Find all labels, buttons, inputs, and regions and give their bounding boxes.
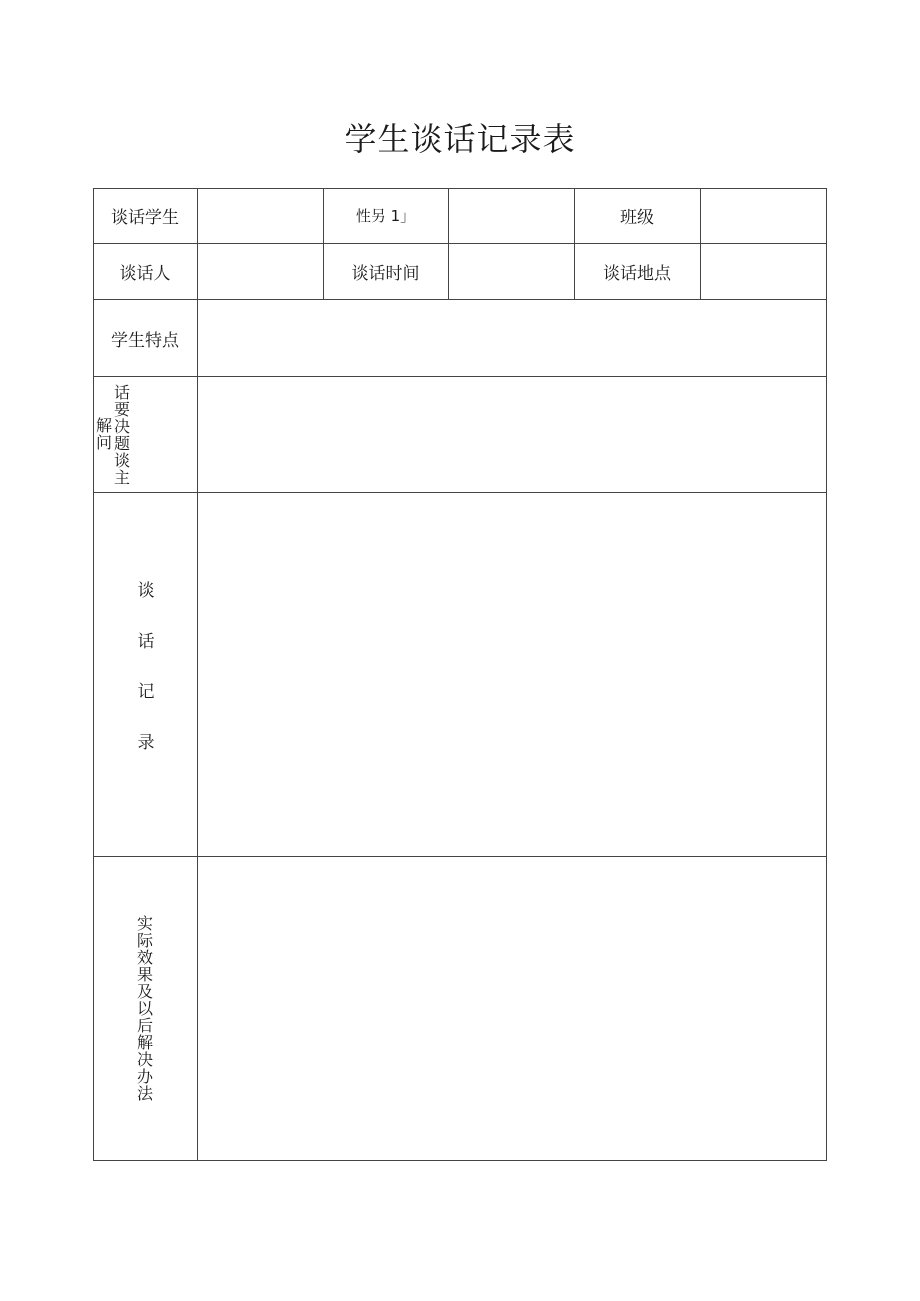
time-label: 谈话时间 xyxy=(351,264,420,284)
record-label-char: 录 xyxy=(137,733,155,753)
class-field[interactable] xyxy=(701,189,826,243)
student-field[interactable] xyxy=(198,189,323,243)
page-title: 学生谈话记录表 xyxy=(344,120,576,158)
topic-label-col1: 解问 xyxy=(95,416,112,452)
talker-field[interactable] xyxy=(198,244,323,299)
place-label: 谈话地点 xyxy=(603,264,671,284)
traits-field[interactable] xyxy=(198,300,826,376)
gender-label: 性另 1」 xyxy=(355,207,416,225)
class-label: 班级 xyxy=(620,208,654,228)
record-label-char: 记 xyxy=(137,682,155,702)
record-label-char: 话 xyxy=(137,632,155,652)
time-field[interactable] xyxy=(449,244,574,299)
topic-label-col2: 话要决题谈主 xyxy=(113,383,130,487)
record-label-char: 谈 xyxy=(137,581,155,601)
talker-label: 谈话人 xyxy=(119,264,171,284)
effect-label: 实际效果及以后解决办法 xyxy=(136,914,153,1103)
student-label: 谈话学生 xyxy=(111,208,179,228)
record-field[interactable] xyxy=(198,493,826,856)
topic-field[interactable] xyxy=(198,377,826,492)
gender-field[interactable] xyxy=(449,189,574,243)
traits-label: 学生特点 xyxy=(111,330,179,351)
place-field[interactable] xyxy=(701,244,826,299)
effect-field[interactable] xyxy=(198,857,826,1160)
